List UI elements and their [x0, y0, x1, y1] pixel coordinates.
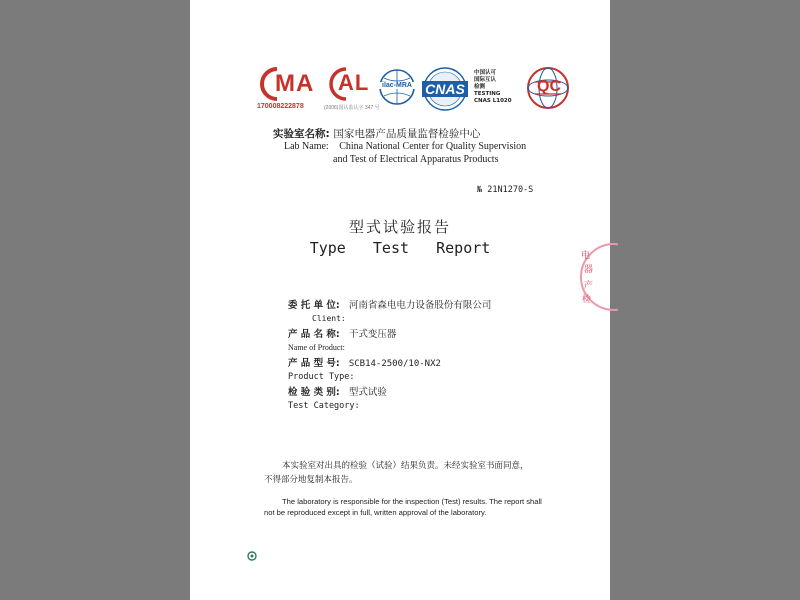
product-type-label-en: Product Type:: [288, 372, 355, 382]
test-category-label-en: Test Category:: [288, 401, 360, 411]
cnas-line-2: 国际互认: [474, 77, 497, 83]
seal-char-1: 电: [581, 251, 591, 261]
document-page: [190, 0, 610, 600]
field-product-name: [288, 322, 588, 352]
cnas-line-1: 中国认可: [474, 70, 497, 76]
field-client: [288, 293, 588, 323]
disclaimer-zh-line1: 本实验室对出具的检验（试验）结果负责。未经实验室书面同意，: [282, 461, 529, 471]
client-label-en: Client:: [312, 314, 346, 323]
cma-text: MA: [275, 70, 315, 97]
title-zh: 型式试验报告: [348, 218, 451, 236]
title-en: Type Test Report: [309, 239, 491, 257]
seal-char-3: 产: [584, 281, 594, 291]
field-test-category: [288, 380, 588, 411]
test-category-label-zh: 检 验 类 别:: [288, 387, 340, 398]
disclaimer-en-line2: not be reproduced except in full, written approval of the laboratory.: [264, 508, 487, 517]
product-type-value: SCB14-2500/10-NX2: [348, 359, 441, 369]
cqc-logo: [525, 66, 571, 114]
cnas-line-5: CNAS L1020: [474, 98, 512, 104]
lab-name-en: [284, 141, 526, 152]
lab-label-en: Lab Name:: [284, 141, 329, 152]
lab-value-en-line2: and Test of Electrical Apparatus Products: [333, 154, 499, 165]
seal-char-2: 器: [584, 265, 594, 275]
cqc-text: QC: [537, 78, 561, 95]
lab-name-zh: [273, 126, 480, 141]
test-category-value: 型式试验: [348, 387, 387, 398]
ilac-text: ilac-MRA: [376, 82, 418, 89]
cal-logo: [324, 66, 380, 114]
product-name-label-zh: 产 品 名 称:: [288, 329, 340, 340]
lab-label-zh: 实验室名称:: [273, 128, 330, 140]
cnas-logo: [420, 66, 470, 114]
ilac-mra-logo: [378, 66, 416, 114]
product-name-value: 干式变压器: [348, 329, 397, 340]
report-number: № 21N1270-S: [477, 185, 534, 195]
field-product-type: [288, 351, 588, 382]
seal-stamp: [578, 240, 618, 314]
cal-caption: (2006)国认监认字 347 号: [324, 105, 380, 111]
seal-char-4: 检: [582, 295, 592, 305]
cnas-info: [474, 70, 520, 105]
disclaimer-en-line1: The laboratory is responsible for the inspection (Test) results. The report shall: [282, 497, 542, 506]
cnas-line-3: 检测: [474, 84, 486, 90]
product-type-label-zh: 产 品 型 号:: [288, 358, 340, 369]
cnas-line-4: TESTING: [474, 91, 501, 97]
cal-text: AL: [338, 70, 370, 95]
disclaimer-zh-line2: 不得部分地复制本报告。: [264, 475, 358, 485]
cnas-text: CNAS: [422, 81, 468, 97]
globe-icon: [378, 66, 416, 112]
lab-value-en-line1: China National Center for Quality Supervision: [339, 141, 527, 152]
client-value: 河南省森电电力设备股份有限公司: [348, 300, 492, 311]
page-marker-icon: [247, 551, 257, 561]
cma-logo: [257, 66, 321, 114]
lab-value-zh: 国家电器产品质量监督检验中心: [333, 128, 481, 140]
client-label-zh: 委 托 单 位:: [288, 300, 340, 311]
cma-number: 170008222878: [257, 103, 304, 110]
product-name-label-en: Name of Product:: [288, 343, 345, 352]
